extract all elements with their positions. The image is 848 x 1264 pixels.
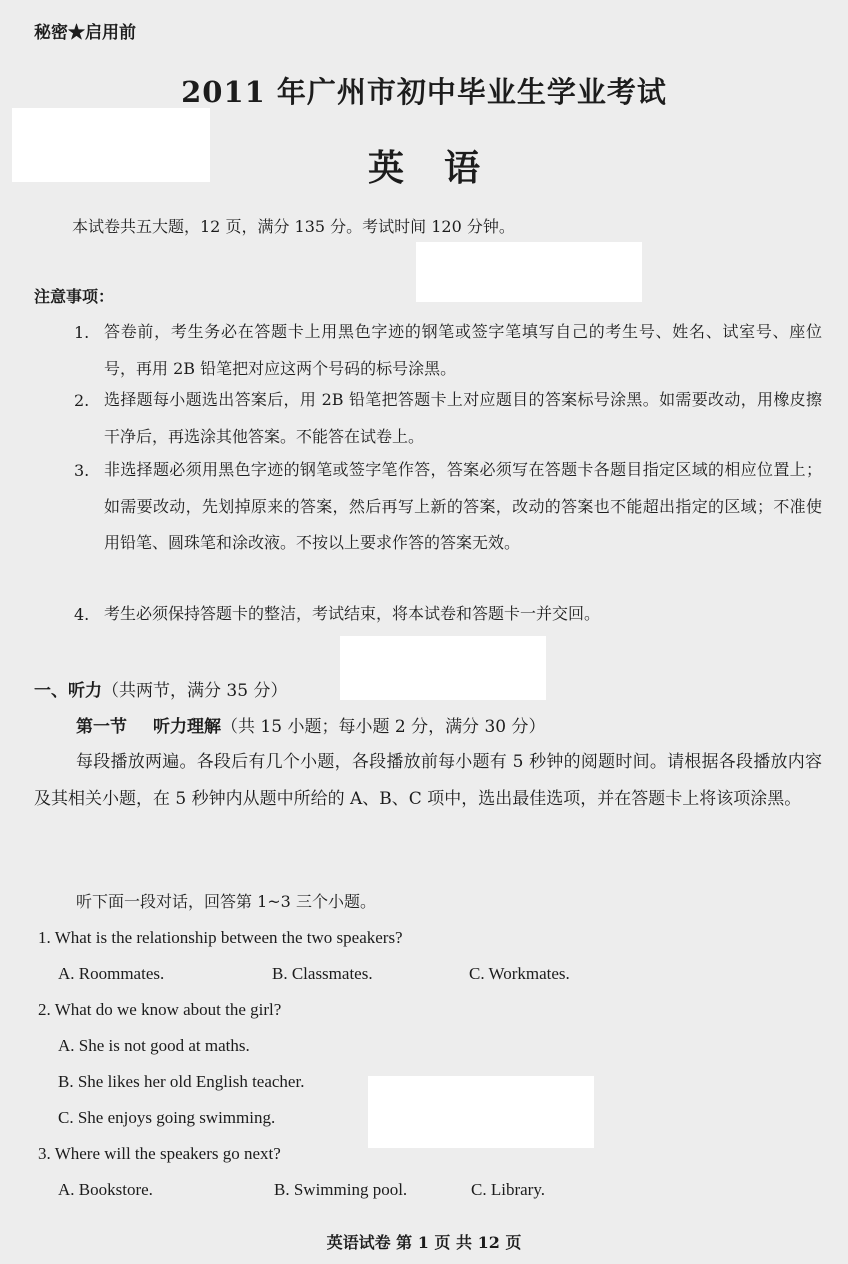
option-c[interactable]: C. Workmates. <box>469 964 570 983</box>
notice-item-number: 1. <box>74 323 90 342</box>
option-c[interactable]: C. She enjoys going swimming. <box>58 1108 276 1127</box>
question-stem: 3. Where will the speakers go next? <box>38 1144 281 1163</box>
option-b[interactable]: B. She likes her old English teacher. <box>58 1072 305 1091</box>
redaction-box <box>368 1076 594 1148</box>
listening-instructions: 每段播放两遍。各段后有几个小题，各段播放前每小题有 5 秒钟的阅题时间。请根据各段播放内容及其相关小题，在 5 秒钟内从题中所给的 A、B、C 项中，选出最佳选项，并在答题卡上将该项涂黑。 <box>34 752 822 809</box>
part-note: （共 15 小题；每小题 2 分，满分 30 分） <box>221 717 546 737</box>
option-a[interactable]: A. She is not good at maths. <box>58 1036 250 1055</box>
exam-intro: 本试卷共五大题，12 页，满分 135 分。考试时间 120 分钟。 <box>72 217 515 236</box>
notice-heading: 注意事项： <box>34 287 115 306</box>
option-a[interactable]: A. Bookstore. <box>58 1180 153 1199</box>
redaction-box <box>340 636 546 700</box>
part-number: 第一节 <box>76 717 127 737</box>
option-a[interactable]: A. Roommates. <box>58 964 165 983</box>
question-stem: 1. What is the relationship between the two speakers? <box>38 928 403 947</box>
question-stem: 2. What do we know about the girl? <box>38 1000 282 1019</box>
section-heading <box>34 676 287 701</box>
exam-title: 2011 年广州市初中毕业生学业考试 <box>181 75 667 109</box>
subject-title: 英语 <box>367 147 520 189</box>
notice-item-text: 选择题每小题选出答案后，用 2B 铅笔把答题卡上对应题目的答案标号涂黑。如需要改动，用橡皮擦干净后，再选涂其他答案。不能答在试卷上。 <box>104 390 822 446</box>
notice-item-number: 2. <box>74 391 90 410</box>
notice-item-text: 非选择题必须用黑色字迹的钢笔或签字笔作答，答案必须写在答题卡各题目指定区域的相应位置上；如需要改动，先划掉原来的答案，然后再写上新的答案，改动的答案也不能超出指定的区域；不准使用铅笔、圆珠笔和涂改液。不按以上要求作答的答案无效。 <box>104 460 822 552</box>
notice-item-number: 4. <box>74 605 90 624</box>
confidential-label: 秘密★启用前 <box>34 23 136 43</box>
listening-prompt: 听下面一段对话，回答第 1~3 三个小题。 <box>76 892 376 911</box>
option-b[interactable]: B. Classmates. <box>272 964 373 983</box>
redaction-box <box>416 242 642 302</box>
section-note: （共两节，满分 35 分） <box>102 681 288 701</box>
page-footer: 英语试卷 第 1 页 共 12 页 <box>326 1233 522 1252</box>
notice-item-text: 考生必须保持答题卡的整洁，考试结束，将本试卷和答题卡一并交回。 <box>104 604 601 623</box>
part-name: 听力理解 <box>153 717 221 737</box>
part-heading <box>76 712 546 737</box>
notice-item-number: 3. <box>74 461 90 480</box>
notice-item-text: 答卷前，考生务必在答题卡上用黑色字迹的钢笔或签字笔填写自己的考生号、姓名、试室号、座位号，再用 2B 铅笔把对应这两个号码的标号涂黑。 <box>104 322 822 378</box>
option-b[interactable]: B. Swimming pool. <box>274 1180 408 1199</box>
option-c[interactable]: C. Library. <box>471 1180 545 1199</box>
section-title: 一、听力 <box>34 681 102 701</box>
